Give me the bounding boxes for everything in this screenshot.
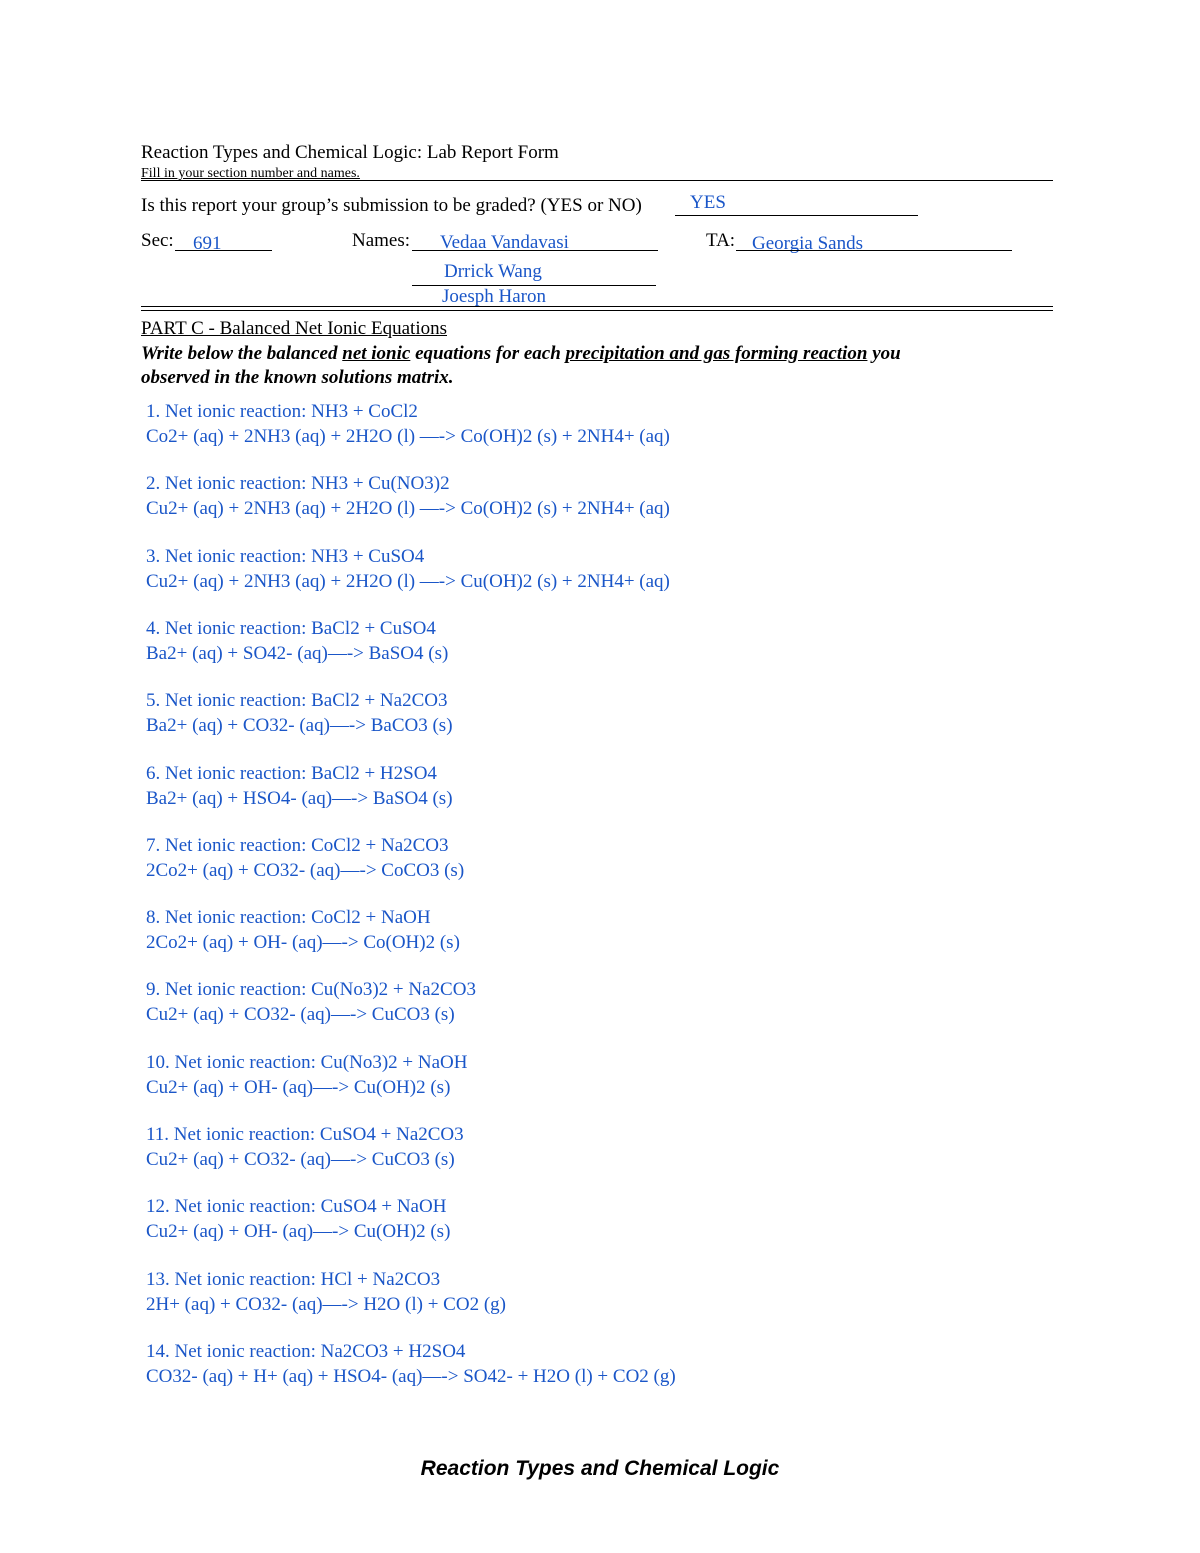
header-divider: [141, 180, 1053, 181]
reaction-item: [146, 399, 670, 449]
reaction-label[interactable]: 6. Net ionic reaction: BaCl2 + H2SO4: [146, 763, 437, 784]
reaction-equation[interactable]: Co2+ (aq) + 2NH3 (aq) + 2H2O (l) —-> Co(OH)2 (s) + 2NH4+ (aq): [146, 426, 670, 447]
form-title: Reaction Types and Chemical Logic: Lab Report Form: [141, 142, 559, 163]
section-divider-top: [141, 306, 1053, 307]
part-instructions-line-1: Write below the balanced net ionic equations for each precipitation and gas forming reaction you: [141, 343, 901, 364]
reaction-equation[interactable]: Cu2+ (aq) + CO32- (aq)—-> CuCO3 (s): [146, 1149, 455, 1170]
reaction-item: [146, 616, 448, 666]
name-1-underline: [412, 250, 658, 251]
reaction-item: [146, 544, 670, 594]
reaction-equation[interactable]: Ba2+ (aq) + CO32- (aq)—-> BaCO3 (s): [146, 715, 453, 736]
reaction-equation[interactable]: Cu2+ (aq) + OH- (aq)—-> Cu(OH)2 (s): [146, 1221, 451, 1242]
reaction-equation[interactable]: 2Co2+ (aq) + OH- (aq)—-> Co(OH)2 (s): [146, 932, 460, 953]
reaction-item: [146, 1267, 506, 1317]
name-3[interactable]: Joesph Haron: [442, 286, 546, 307]
reaction-label[interactable]: 3. Net ionic reaction: NH3 + CuSO4: [146, 546, 425, 567]
reaction-item: [146, 1050, 468, 1100]
sec-label: Sec:: [141, 230, 174, 251]
reaction-label[interactable]: 8. Net ionic reaction: CoCl2 + NaOH: [146, 907, 431, 928]
submission-answer[interactable]: YES: [690, 192, 726, 213]
reaction-equation[interactable]: Cu2+ (aq) + OH- (aq)—-> Cu(OH)2 (s): [146, 1077, 451, 1098]
reaction-label[interactable]: 13. Net ionic reaction: HCl + Na2CO3: [146, 1269, 441, 1290]
section-divider-bottom: [141, 310, 1053, 311]
submission-answer-underline: [675, 215, 918, 216]
ta-value[interactable]: Georgia Sands: [752, 233, 863, 254]
sec-underline: [175, 250, 272, 251]
reaction-equation[interactable]: Ba2+ (aq) + SO42- (aq)—-> BaSO4 (s): [146, 643, 449, 664]
reaction-item: [146, 688, 453, 738]
reaction-item: [146, 1339, 676, 1389]
reaction-equation[interactable]: CO32- (aq) + H+ (aq) + HSO4- (aq)—-> SO42- + H2O (l) + CO2 (g): [146, 1366, 676, 1387]
form-subtitle: Fill in your section number and names.: [141, 166, 360, 181]
part-title: PART C - Balanced Net Ionic Equations: [141, 318, 447, 339]
reaction-label[interactable]: 7. Net ionic reaction: CoCl2 + Na2CO3: [146, 835, 449, 856]
reaction-item: [146, 1122, 464, 1172]
submission-question: Is this report your group’s submission to be graded? (YES or NO): [141, 195, 642, 216]
reaction-equation[interactable]: 2Co2+ (aq) + CO32- (aq)—-> CoCO3 (s): [146, 860, 465, 881]
reaction-item: [146, 1194, 450, 1244]
page-footer: Reaction Types and Chemical Logic: [420, 1457, 780, 1480]
reaction-label[interactable]: 1. Net ionic reaction: NH3 + CoCl2: [146, 401, 418, 422]
reaction-label[interactable]: 11. Net ionic reaction: CuSO4 + Na2CO3: [146, 1124, 464, 1145]
reaction-label[interactable]: 2. Net ionic reaction: NH3 + Cu(NO3)2: [146, 473, 450, 494]
reaction-label[interactable]: 9. Net ionic reaction: Cu(No3)2 + Na2CO3: [146, 979, 476, 1000]
reaction-equation[interactable]: Cu2+ (aq) + CO32- (aq)—-> CuCO3 (s): [146, 1004, 455, 1025]
name-1[interactable]: Vedaa Vandavasi: [440, 232, 569, 253]
reaction-label[interactable]: 12. Net ionic reaction: CuSO4 + NaOH: [146, 1196, 447, 1217]
names-label: Names:: [352, 230, 411, 251]
reaction-item: [146, 471, 670, 521]
part-instructions-line-2: observed in the known solutions matrix.: [141, 367, 454, 388]
reaction-item: [146, 761, 453, 811]
ta-label: TA:: [706, 230, 736, 251]
name-2[interactable]: Drrick Wang: [444, 261, 542, 282]
reaction-label[interactable]: 4. Net ionic reaction: BaCl2 + CuSO4: [146, 618, 436, 639]
sec-value[interactable]: 691: [193, 233, 222, 254]
reaction-equation[interactable]: Cu2+ (aq) + 2NH3 (aq) + 2H2O (l) —-> Cu(OH)2 (s) + 2NH4+ (aq): [146, 571, 670, 592]
reaction-label[interactable]: 14. Net ionic reaction: Na2CO3 + H2SO4: [146, 1341, 466, 1362]
reaction-equation[interactable]: 2H+ (aq) + CO32- (aq)—-> H2O (l) + CO2 (g): [146, 1294, 506, 1315]
reaction-label[interactable]: 5. Net ionic reaction: BaCl2 + Na2CO3: [146, 690, 448, 711]
reaction-label[interactable]: 10. Net ionic reaction: Cu(No3)2 + NaOH: [146, 1052, 468, 1073]
reaction-item: [146, 905, 460, 955]
reaction-item: [146, 833, 464, 883]
reaction-equation[interactable]: Cu2+ (aq) + 2NH3 (aq) + 2H2O (l) —-> Co(OH)2 (s) + 2NH4+ (aq): [146, 498, 670, 519]
reaction-equation[interactable]: Ba2+ (aq) + HSO4- (aq)—-> BaSO4 (s): [146, 788, 453, 809]
reaction-item: [146, 977, 476, 1027]
ta-underline: [736, 250, 1012, 251]
